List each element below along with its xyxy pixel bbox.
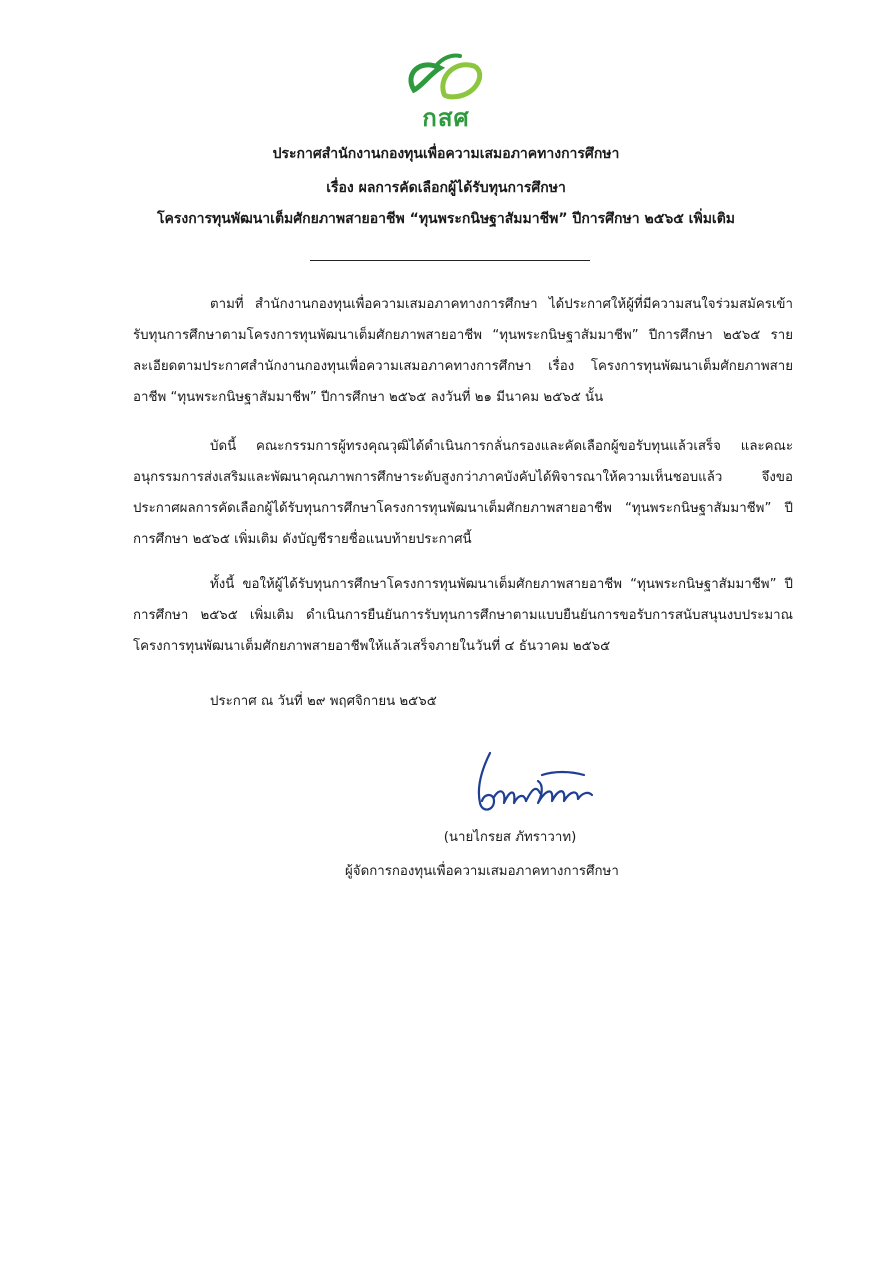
header-divider — [310, 260, 590, 261]
body-paragraph-1: ตามที่ สำนักงานกองทุนเพื่อความเสมอภาคทางการศึกษา ได้ประกาศให้ผู้ที่มีความสนใจร่วมสมัครเข้ารับทุนการศึกษาตามโครงการทุนพัฒนาเต็มศักยภาพสายอาชีพ “ทุนพระกนิษฐาสัมมาชีพ” ปีการศึกษา ๒๕๖๕ รายละเอียดตามประกาศสำนักงานกองทุนเพื่อความเสมอภาคทางการศึกษา เรื่อง โครงการทุนพัฒนาเต็มศักยภาพสายอาชีพ “ทุนพระกนิษฐาสัมมาชีพ” ปีการศึกษา ๒๕๖๕ ลงวันที่ ๒๑ มีนาคม ๒๕๖๕ นั้น — [133, 297, 793, 405]
body-paragraph-2: บัดนี้ คณะกรรมการผู้ทรงคุณวุฒิได้ดำเนินการกลั่นกรองและคัดเลือกผู้ขอรับทุนแล้วเสร็จ และคณะอนุกรรมการส่งเสริมและพัฒนาคุณภาพการศึกษาระดับสูงกว่าภาคบังคับได้พิจารณาให้ความเห็นชอบแล้ว จึงขอประกาศผลการคัดเลือกผู้ได้รับทุนการศึกษาโครงการทุนพัฒนาเต็มศักยภาพสายอาชีพ “ทุนพระกนิษฐาสัมมาชีพ” ปีการศึกษา ๒๕๖๕ เพิ่มเติม ดังบัญชีรายชื่อแนบท้ายประกาศนี้ — [133, 439, 793, 547]
announcement-subject: เรื่อง ผลการคัดเลือกผู้ได้รับทุนการศึกษา — [326, 180, 566, 196]
announcement-project: โครงการทุนพัฒนาเต็มศักยภาพสายอาชีพ “ทุนพระกนิษฐาสัมมาชีพ” ปีการศึกษา ๒๕๖๕ เพิ่มเติม — [156, 211, 736, 227]
handwritten-signature-icon — [454, 745, 604, 825]
signatory-position: ผู้จัดการกองทุนเพื่อความเสมอภาคทางการศึกษา — [345, 864, 619, 879]
announcement-title: ประกาศสำนักงานกองทุนเพื่อความเสมอภาคทางการศึกษา — [272, 146, 620, 162]
leaf-logo-icon — [400, 52, 492, 104]
announcement-date: ประกาศ ณ วันที่ ๒๙ พฤศจิกายน ๒๕๖๕ — [210, 694, 437, 709]
signature — [454, 745, 604, 825]
logo-wordmark: กสศ — [422, 104, 470, 132]
body-paragraph-3: ทั้งนี้ ขอให้ผู้ได้รับทุนการศึกษาโครงการทุนพัฒนาเต็มศักยภาพสายอาชีพ “ทุนพระกนิษฐาสัมมาชีพ” ปีการศึกษา ๒๕๖๕ เพิ่มเติม ดำเนินการยืนยันการรับทุนการศึกษาตามแบบยืนยันการขอรับการสนับสนุนงบประมาณโครงการทุนพัฒนาเต็มศักยภาพสายอาชีพให้แล้วเสร็จภายในวันที่ ๔ ธันวาคม ๒๕๖๕ — [133, 577, 793, 654]
signatory-name: (นายไกรยส ภัทราวาท) — [443, 830, 577, 845]
organization-logo — [400, 52, 492, 134]
